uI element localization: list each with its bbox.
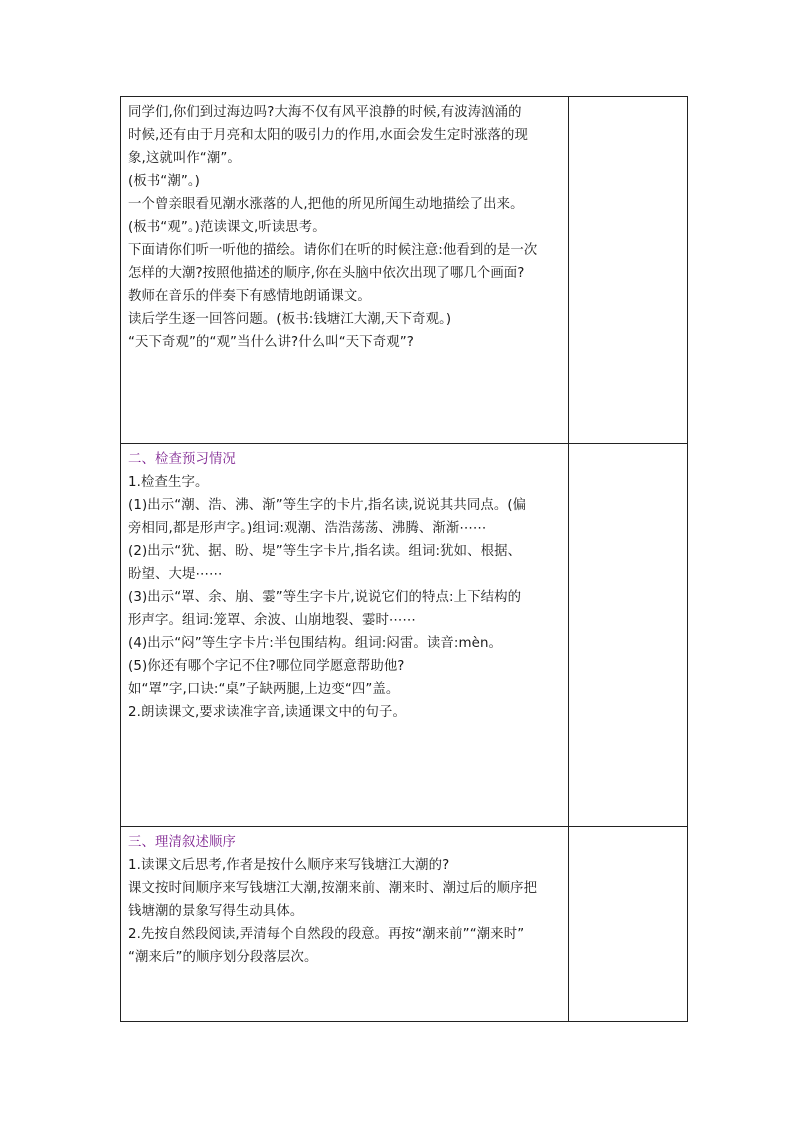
body-text-line: 2.朗读课文,要求读准字音,读通课文中的句子。	[128, 705, 407, 720]
body-text-line: 一个曾亲眼看见潮水涨落的人,把他的所见所闻生动地描绘了出来。	[128, 197, 524, 212]
section-heading: 二、检查预习情况	[128, 452, 236, 467]
body-text-line: (板书“潮”。)	[128, 174, 200, 189]
body-text-line: 教师在音乐的伴奏下有感情地朗诵课文。	[128, 289, 371, 304]
body-text-line: 下面请你们听一听他的描绘。请你们在听的时候注意:他看到的是一次	[128, 243, 538, 258]
body-text-line: 怎样的大潮?按照他描述的顺序,你在头脑中依次出现了哪几个画面?	[128, 266, 525, 281]
body-text-line: 1.读课文后思考,作者是按什么顺序来写钱塘江大潮的?	[128, 858, 450, 873]
table-row	[121, 827, 688, 1022]
body-text-line: 读后学生逐一回答问题。(板书:钱塘江大潮,天下奇观。)	[128, 312, 452, 327]
body-text-line: 旁相同,都是形声字。)组词:观潮、浩浩荡荡、沸腾、渐渐⋯⋯	[128, 521, 487, 536]
body-text-line: (4)出示“闷”等生字卡片:半包围结构。组词:闷雷。读音:mèn。	[128, 636, 503, 651]
section-narrative-order-cell	[121, 827, 569, 1022]
table-row	[121, 444, 688, 827]
body-text-line: (3)出示“罩、余、崩、霎”等生字卡片,说说它们的特点:上下结构的	[128, 590, 522, 605]
body-text-line: 钱塘潮的景象写得生动具体。	[128, 904, 304, 919]
body-text-line: “天下奇观”的“观”当什么讲?什么叫“天下奇观”?	[128, 335, 414, 350]
table-row	[121, 97, 688, 444]
section-heading: 三、理清叙述顺序	[128, 835, 236, 850]
lesson-plan-table	[120, 96, 688, 1022]
body-text-line: 课文按时间顺序来写钱塘江大潮,按潮来前、潮来时、潮过后的顺序把	[128, 881, 538, 896]
body-text-line: 形声字。组词:笼罩、余波、山崩地裂、霎时⋯⋯	[128, 613, 416, 628]
notes-cell	[569, 444, 688, 827]
body-text-line: “潮来后”的顺序划分段落层次。	[128, 950, 318, 965]
body-text-line: 盼望、大堤⋯⋯	[128, 567, 223, 582]
section-intro-cell	[121, 97, 569, 444]
body-text-line: 同学们,你们到过海边吗?大海不仅有风平浪静的时候,有波涛汹涌的	[128, 105, 522, 120]
body-text-line: 1.检查生字。	[128, 475, 209, 490]
body-text-line: (5)你还有哪个字记不住?哪位同学愿意帮助他?	[128, 659, 405, 674]
section-check-preview-cell	[121, 444, 569, 827]
body-text-line: 如“罩”字,口诀:“桌”子缺两腿,上边变“四”盖。	[128, 682, 400, 697]
body-text-line: 象,这就叫作“潮”。	[128, 151, 241, 166]
body-text-line: (1)出示“潮、浩、沸、渐”等生字的卡片,指名读,说说其共同点。(偏	[128, 498, 527, 513]
notes-cell	[569, 97, 688, 444]
body-text-line: 时候,还有由于月亮和太阳的吸引力的作用,水面会发生定时涨落的现	[128, 128, 528, 143]
body-text-line: 2.先按自然段阅读,弄清每个自然段的段意。再按“潮来前”“潮来时”	[128, 927, 525, 942]
notes-cell	[569, 827, 688, 1022]
body-text-line: (2)出示“犹、据、盼、堤”等生字卡片,指名读。组词:犹如、根据、	[128, 544, 522, 559]
body-text-line: (板书“观”。)范读课文,听读思考。	[128, 220, 326, 235]
